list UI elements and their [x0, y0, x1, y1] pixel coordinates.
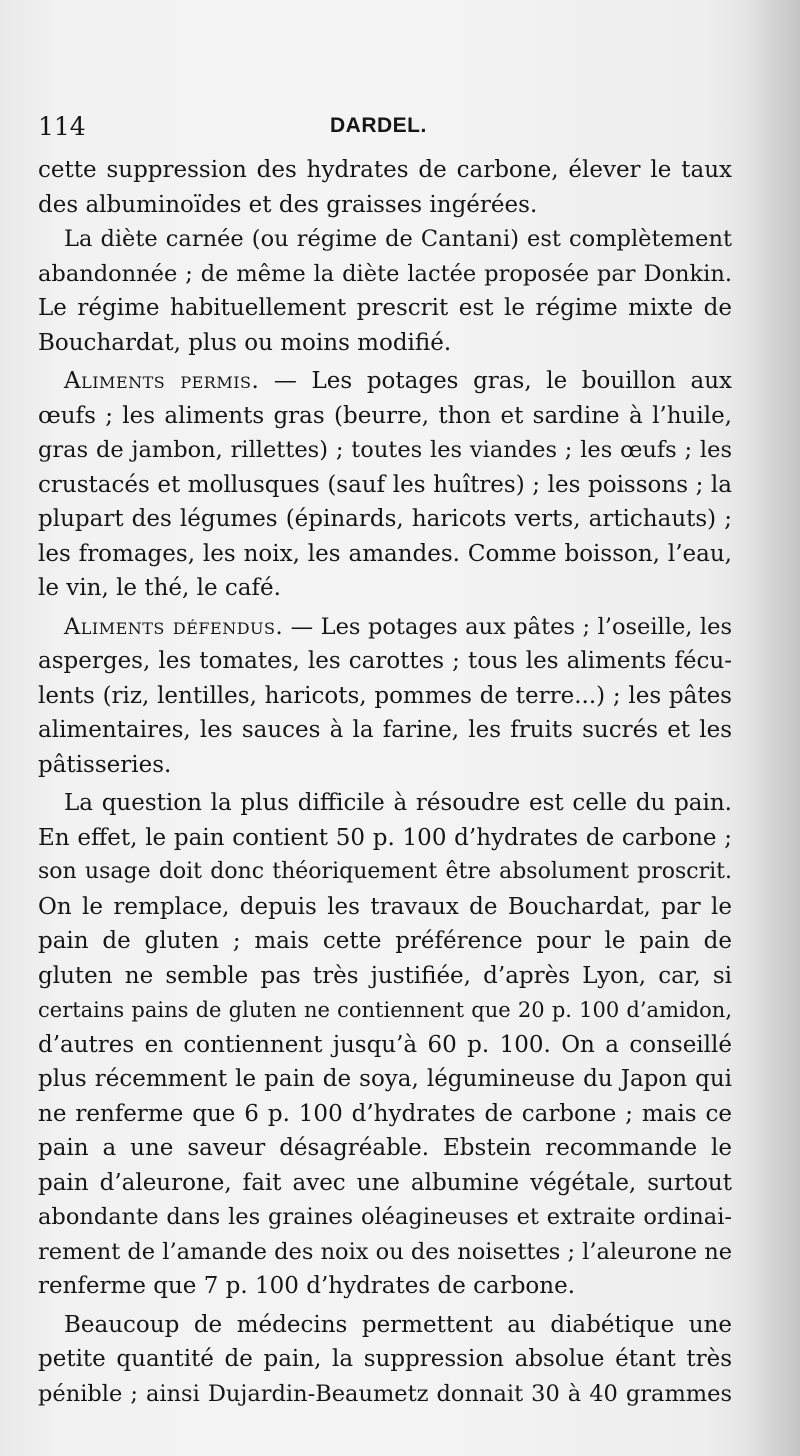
- text-line: pain a une saveur désagréable. Ebstein recommande le: [38, 1135, 732, 1161]
- text-line: abandonnée ; de même la diète lactée proposée par Donkin.: [38, 260, 732, 287]
- text-line: des albuminoïdes et des graisses ingérées.: [38, 191, 538, 218]
- text-line: petite quantité de pain, la suppression absolue étant très: [38, 1346, 732, 1372]
- text-line: Bouchardat, plus ou moins modifié.: [38, 329, 452, 356]
- text-line: En effet, le pain contient 50 p. 100 d’hydrates de carbone ;: [38, 824, 732, 851]
- text-line: gras de jambon, rillettes) ; toutes les viandes ; les œufs ; les: [38, 437, 732, 463]
- page-header: [38, 112, 740, 148]
- text-line: pain de gluten ; mais cette préférence pour le pain de: [38, 928, 732, 954]
- text-line: [38, 364, 732, 399]
- text-line: certains pains de gluten ne contiennent que 20 p. 100 d’amidon,: [38, 998, 732, 1022]
- text-line: Beaucoup de médecins permettent au diabétique une: [64, 1311, 732, 1338]
- text-line: pain d’aleurone, fait avec une albumine végétale, surtout: [38, 1169, 732, 1196]
- text-line: le vin, le thé, le café.: [38, 575, 281, 601]
- text-line-rest: — Les potages aux pâtes ; l’oseille, les: [283, 613, 732, 640]
- text-line-rest: — Les potages gras, le bouillon aux: [259, 368, 732, 394]
- text-line: les fromages, les noix, les amandes. Comme boisson, l’eau,: [38, 540, 732, 567]
- text-line: rement de l’amande des noix ou des noisettes ; l’aleurone ne: [38, 1238, 733, 1265]
- text-line: plus récemment le pain de soya, légumineuse du Japon qui: [38, 1066, 732, 1092]
- text-line: alimentaires, les sauces à la farine, les fruits sucrés et les: [38, 717, 732, 743]
- text-line: pénible ; ainsi Dujardin-Beaumetz donnait 30 à 40 grammes: [38, 1380, 732, 1407]
- text-line: abondante dans les graines oléagineuses et extraite ordinai-: [38, 1204, 732, 1230]
- text-line: ne renferme que 6 p. 100 d’hydrates de carbone ; mais ce: [38, 1100, 732, 1127]
- text-line: plupart des légumes (épinards, haricots verts, artichauts) ;: [38, 506, 732, 532]
- body-text: [38, 153, 732, 1411]
- text-line: asperges, les tomates, les carottes ; tous les aliments fécu-: [38, 648, 732, 674]
- text-line: La diète carnée (ou régime de Cantani) est complètement: [64, 226, 732, 252]
- text-line: La question la plus difficile à résoudre est celle du pain.: [64, 790, 732, 816]
- text-line: lents (riz, lentilles, haricots, pommes de terre...) ; les pâtes: [38, 682, 732, 709]
- text-line: d’autres en contiennent jusqu’à 60 p. 100. On a conseillé: [38, 1031, 732, 1058]
- text-line: renferme que 7 p. 100 d’hydrates de carbone.: [38, 1273, 576, 1299]
- scan-shadow: [745, 0, 800, 1456]
- text-line: œufs ; les aliments gras (beurre, thon et sardine à l’huile,: [38, 402, 732, 429]
- text-line: gluten ne semble pas très justifiée, d’après Lyon, car, si: [38, 962, 732, 989]
- running-head: DARDEL.: [330, 114, 427, 137]
- text-line: On le remplace, depuis les travaux de Bouchardat, par le: [38, 893, 732, 920]
- text-line: son usage doit donc théoriquement être absolument proscrit.: [38, 859, 732, 884]
- text-line: cette suppression des hydrates de carbone, élever le taux: [38, 157, 732, 183]
- section-lead: Aliments permis.: [64, 368, 260, 394]
- text-line: pâtisseries.: [38, 751, 172, 778]
- text-line: Le régime habituellement prescrit est le régime mixte de: [38, 295, 732, 321]
- section-lead: Aliments défendus.: [64, 613, 284, 640]
- text-line: crustacés et mollusques (sauf les huîtres) ; les poissons ; la: [38, 471, 732, 498]
- page-number: 114: [38, 112, 86, 141]
- text-line: [38, 610, 732, 645]
